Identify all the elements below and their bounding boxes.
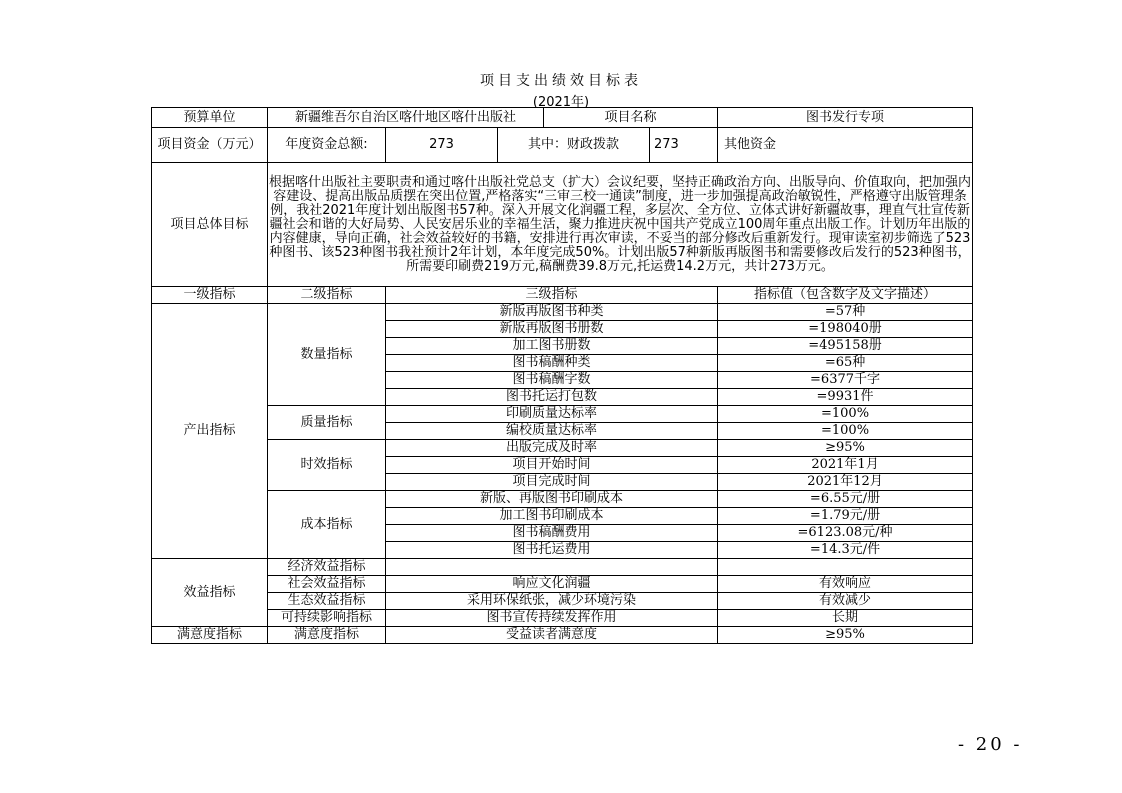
project-name-value: 图书发行专项 bbox=[718, 108, 973, 128]
indicator-value: =6377千字 bbox=[718, 372, 973, 389]
cost-label: 成本指标 bbox=[268, 491, 386, 559]
funds-label: 项目资金（万元） bbox=[152, 128, 268, 163]
indicator-value: =14.3元/件 bbox=[718, 542, 973, 559]
indicator-value: 长期 bbox=[718, 610, 973, 627]
quality-label: 质量指标 bbox=[268, 406, 386, 440]
indicator-value: =65种 bbox=[718, 355, 973, 372]
budget-unit-row bbox=[152, 108, 973, 128]
budget-unit-value: 新疆维吾尔自治区喀什地区喀什出版社 bbox=[268, 108, 544, 128]
indicator-name: 图书稿酬种类 bbox=[386, 355, 718, 372]
table-year: (2021年) bbox=[532, 95, 590, 110]
benefit-level2: 社会效益指标 bbox=[268, 576, 386, 593]
benefit-level2: 可持续影响指标 bbox=[268, 610, 386, 627]
benefit-level2: 经济效益指标 bbox=[268, 559, 386, 576]
indicator-value: =1.79元/册 bbox=[718, 508, 973, 525]
header-level1: 一级指标 bbox=[152, 287, 268, 304]
satisfaction-level2: 满意度指标 bbox=[268, 627, 386, 644]
header-level2: 二级指标 bbox=[268, 287, 386, 304]
satisfaction-label: 满意度指标 bbox=[152, 627, 268, 644]
goal-row bbox=[152, 163, 973, 287]
table-row bbox=[152, 610, 973, 627]
annual-total-value: 273 bbox=[386, 128, 498, 163]
indicator-value: =6123.08元/种 bbox=[718, 525, 973, 542]
indicator-header-row bbox=[152, 287, 973, 304]
goal-label: 项目总体目标 bbox=[152, 163, 268, 287]
indicator-name: 图书托运费用 bbox=[386, 542, 718, 559]
indicator-value: 有效减少 bbox=[718, 593, 973, 610]
table-row bbox=[152, 440, 973, 457]
indicator-value: 2021年1月 bbox=[718, 457, 973, 474]
indicator-name: 加工图书册数 bbox=[386, 338, 718, 355]
other-funds-cell bbox=[718, 128, 973, 163]
table-row bbox=[152, 491, 973, 508]
indicator-value: =100% bbox=[718, 406, 973, 423]
indicator-name: 印刷质量达标率 bbox=[386, 406, 718, 423]
benefit-level2: 生态效益指标 bbox=[268, 593, 386, 610]
indicator-name: 图书宣传持续发挥作用 bbox=[386, 610, 718, 627]
header-value: 指标值（包含数字及文字描述） bbox=[718, 287, 973, 304]
indicator-name: 受益读者满意度 bbox=[386, 627, 718, 644]
goal-text: 根据喀什出版社主要职责和通过喀什出版社党总支（扩大）会议纪要，坚持正确政治方向、出版导向、价值取向，把加强内容建设、提高出版品质摆在突出位置,严格落实“三审三校一通读”制度，进一步加强提高政治敏锐性，严格遵守出版管理条例，我社2021年度计划出版图书57种。深入开展文化润疆工程，多层次、全方位、立体式讲好新疆故事，理直气壮宣传新疆社会和谐的大好局势、人民安居乐业的幸福生活，聚力推进庆祝中国共产党成立100周年重点出版工作。计划历年出版的内容健康，导向正确，社会效益较好的书籍，安排进行再次审读，不妥当的部分修改后重新发行。现审读室初步筛选了523种图书、该523种图书我社预计2年计划，本年度完成50%。计划出版57种新版再版图书和需要修改后发行的523种图书，所需要印刷费219万元,稿酬费39.8万元,托运费14.2万元，共计273万元。 bbox=[268, 163, 973, 287]
fiscal-label: 其中：财政拨款 bbox=[498, 128, 650, 163]
benefit-label: 效益指标 bbox=[152, 559, 268, 627]
table-row bbox=[152, 576, 973, 593]
indicator-name: 编校质量达标率 bbox=[386, 423, 718, 440]
table-row bbox=[152, 406, 973, 423]
indicator-name: 加工图书印刷成本 bbox=[386, 508, 718, 525]
performance-table bbox=[151, 107, 973, 644]
indicator-name: 采用环保纸张，减少环境污染 bbox=[386, 593, 718, 610]
indicator-name: 图书稿酬费用 bbox=[386, 525, 718, 542]
table-row bbox=[152, 304, 973, 321]
indicator-name: 项目完成时间 bbox=[386, 474, 718, 491]
indicator-value: 2021年12月 bbox=[718, 474, 973, 491]
indicator-name: 图书稿酬字数 bbox=[386, 372, 718, 389]
indicator-name: 新版、再版图书印刷成本 bbox=[386, 491, 718, 508]
table-row bbox=[152, 627, 973, 644]
table-title: 项目支出绩效目标表 bbox=[480, 73, 642, 89]
output-label: 产出指标 bbox=[152, 304, 268, 559]
indicator-name bbox=[386, 559, 718, 576]
indicator-value: =57种 bbox=[718, 304, 973, 321]
page-number: - 20 - bbox=[958, 734, 1023, 755]
indicator-value: =9931件 bbox=[718, 389, 973, 406]
quantity-label: 数量指标 bbox=[268, 304, 386, 406]
annual-total-label: 年度资金总额: bbox=[268, 128, 386, 163]
other-funds-label: 其他资金 bbox=[724, 137, 777, 152]
header-level3: 三级指标 bbox=[386, 287, 718, 304]
funds-row bbox=[152, 128, 973, 163]
indicator-name: 新版再版图书册数 bbox=[386, 321, 718, 338]
indicator-value: ≥95% bbox=[718, 440, 973, 457]
indicator-value: ≥95% bbox=[718, 627, 973, 644]
indicator-name: 新版再版图书种类 bbox=[386, 304, 718, 321]
indicator-value: =6.55元/册 bbox=[718, 491, 973, 508]
indicator-name: 响应文化润疆 bbox=[386, 576, 718, 593]
indicator-name: 项目开始时间 bbox=[386, 457, 718, 474]
project-name-label: 项目名称 bbox=[544, 108, 718, 128]
indicator-name: 图书托运打包数 bbox=[386, 389, 718, 406]
table-row bbox=[152, 593, 973, 610]
indicator-value: =198040册 bbox=[718, 321, 973, 338]
table-row bbox=[152, 559, 973, 576]
budget-unit-label: 预算单位 bbox=[152, 108, 268, 128]
indicator-value: 有效响应 bbox=[718, 576, 973, 593]
fiscal-value: 273 bbox=[650, 128, 718, 163]
indicator-value: =495158册 bbox=[718, 338, 973, 355]
indicator-value bbox=[718, 559, 973, 576]
timeliness-label: 时效指标 bbox=[268, 440, 386, 491]
indicator-name: 出版完成及时率 bbox=[386, 440, 718, 457]
indicator-value: =100% bbox=[718, 423, 973, 440]
